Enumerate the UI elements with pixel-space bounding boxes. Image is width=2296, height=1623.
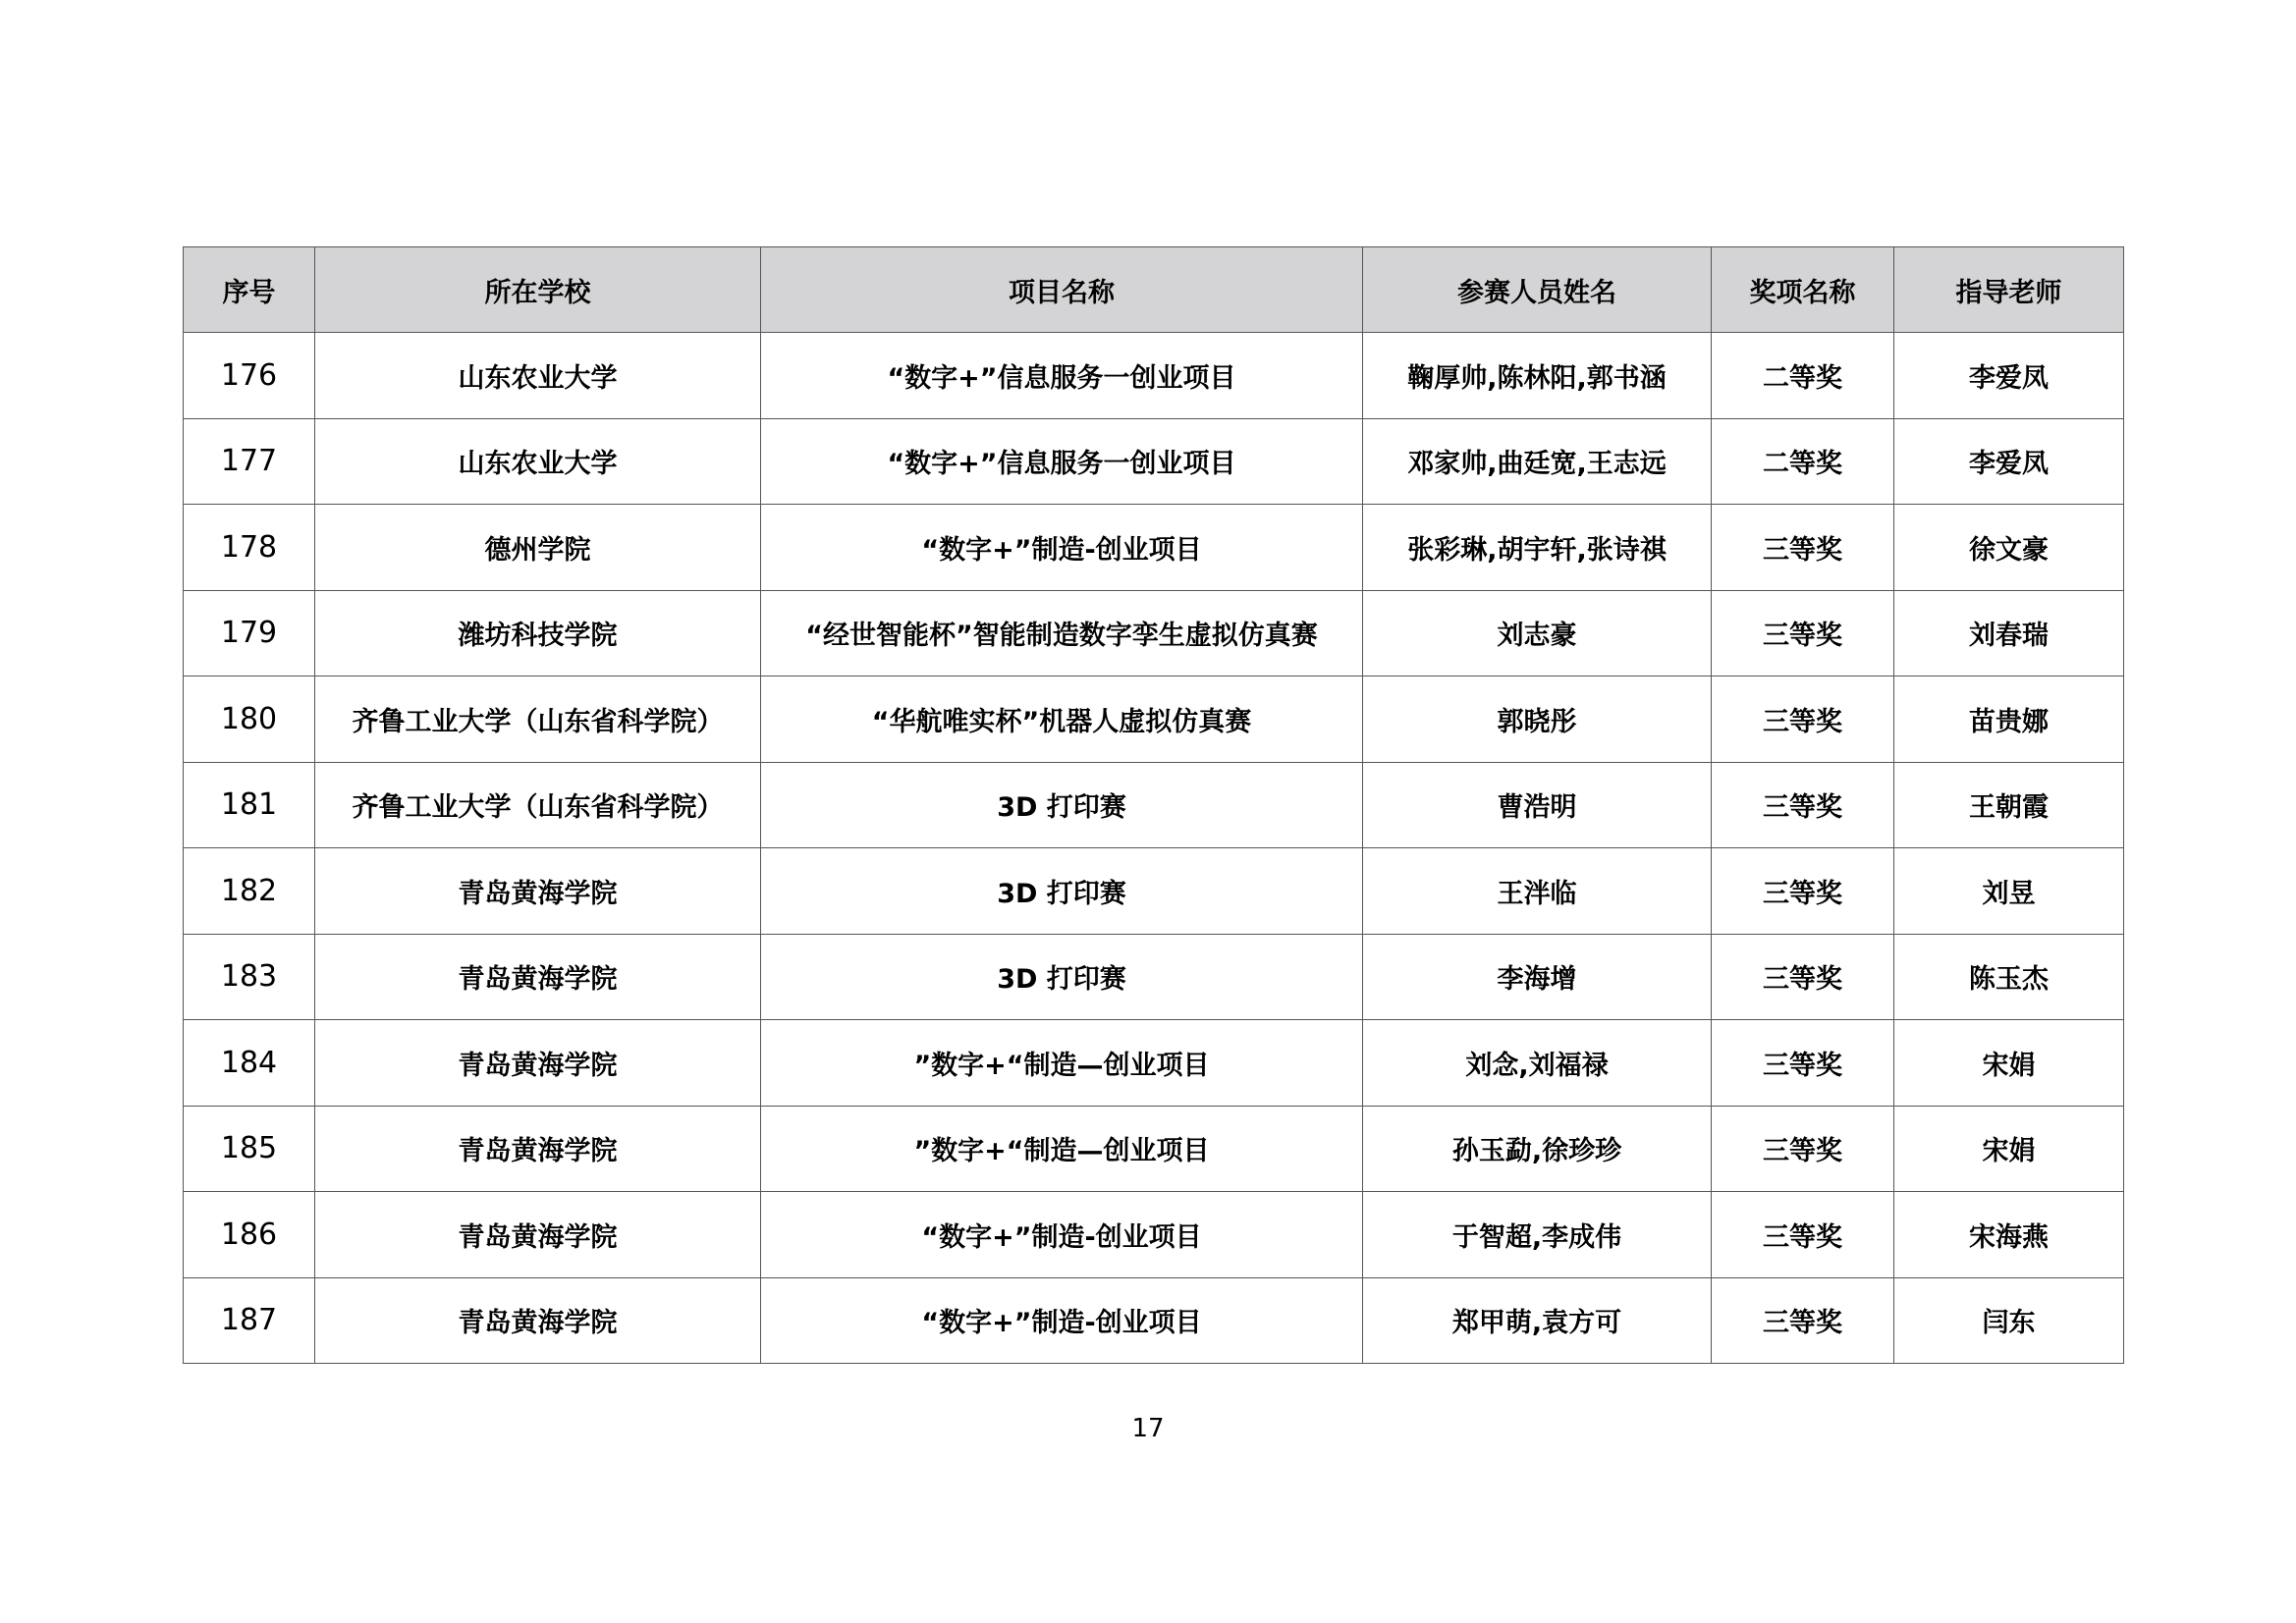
cell-school: 青岛黄海学院 — [315, 1192, 761, 1278]
cell-award: 三等奖 — [1712, 1192, 1894, 1278]
cell-index: 181 — [184, 762, 315, 848]
cell-index: 187 — [184, 1277, 315, 1364]
cell-index: 184 — [184, 1020, 315, 1107]
table-row — [184, 590, 2124, 676]
table-row — [184, 505, 2124, 591]
header-project: 项目名称 — [761, 247, 1363, 333]
cell-award: 三等奖 — [1712, 934, 1894, 1020]
cell-school: 齐鲁工业大学（山东省科学院） — [315, 762, 761, 848]
table-row — [184, 934, 2124, 1020]
cell-school: 青岛黄海学院 — [315, 1106, 761, 1192]
cell-school: 山东农业大学 — [315, 418, 761, 505]
cell-advisor: 宋娟 — [1894, 1020, 2124, 1107]
cell-school: 齐鲁工业大学（山东省科学院） — [315, 676, 761, 763]
cell-advisor: 陈玉杰 — [1894, 934, 2124, 1020]
table-row — [184, 848, 2124, 935]
header-school: 所在学校 — [315, 247, 761, 333]
cell-award: 三等奖 — [1712, 1020, 1894, 1107]
cell-project: “数字+”制造-创业项目 — [761, 1192, 1363, 1278]
cell-project: “数字+”信息服务一创业项目 — [761, 333, 1363, 419]
cell-school: 青岛黄海学院 — [315, 848, 761, 935]
header-index: 序号 — [184, 247, 315, 333]
table-row — [184, 676, 2124, 763]
cell-index: 186 — [184, 1192, 315, 1278]
table-row — [184, 418, 2124, 505]
header-advisor: 指导老师 — [1894, 247, 2124, 333]
cell-participants: 邓家帅,曲廷宽,王志远 — [1363, 418, 1712, 505]
header-row — [184, 247, 2124, 333]
cell-project: “华航唯实杯”机器人虚拟仿真赛 — [761, 676, 1363, 763]
cell-advisor: 刘春瑞 — [1894, 590, 2124, 676]
cell-participants: 于智超,李成伟 — [1363, 1192, 1712, 1278]
table-row — [184, 1020, 2124, 1107]
cell-participants: 李海增 — [1363, 934, 1712, 1020]
cell-project: “经世智能杯”智能制造数字孪生虚拟仿真赛 — [761, 590, 1363, 676]
table-row — [184, 1277, 2124, 1364]
cell-project: 3D 打印赛 — [761, 762, 1363, 848]
cell-project: “数字+”制造-创业项目 — [761, 505, 1363, 591]
cell-index: 182 — [184, 848, 315, 935]
cell-index: 180 — [184, 676, 315, 763]
page-number: 17 — [1131, 1414, 1165, 1443]
cell-participants: 鞠厚帅,陈林阳,郭书涵 — [1363, 333, 1712, 419]
table-row — [184, 333, 2124, 419]
cell-project: ”数字+“制造—创业项目 — [761, 1020, 1363, 1107]
table-row — [184, 1192, 2124, 1278]
cell-award: 三等奖 — [1712, 590, 1894, 676]
cell-project: “数字+”信息服务一创业项目 — [761, 418, 1363, 505]
cell-advisor: 李爱凤 — [1894, 418, 2124, 505]
cell-award: 三等奖 — [1712, 848, 1894, 935]
cell-advisor: 苗贵娜 — [1894, 676, 2124, 763]
cell-index: 177 — [184, 418, 315, 505]
cell-participants: 王泮临 — [1363, 848, 1712, 935]
awards-table — [183, 246, 2124, 1364]
cell-award: 三等奖 — [1712, 1277, 1894, 1364]
cell-advisor: 徐文豪 — [1894, 505, 2124, 591]
cell-advisor: 王朝霞 — [1894, 762, 2124, 848]
table-header — [184, 247, 2124, 333]
cell-project: 3D 打印赛 — [761, 934, 1363, 1020]
cell-school: 德州学院 — [315, 505, 761, 591]
cell-advisor: 宋娟 — [1894, 1106, 2124, 1192]
cell-award: 二等奖 — [1712, 333, 1894, 419]
cell-school: 青岛黄海学院 — [315, 1277, 761, 1364]
cell-index: 176 — [184, 333, 315, 419]
cell-index: 178 — [184, 505, 315, 591]
cell-award: 二等奖 — [1712, 418, 1894, 505]
cell-school: 山东农业大学 — [315, 333, 761, 419]
cell-participants: 刘念,刘福禄 — [1363, 1020, 1712, 1107]
cell-project: ”数字+“制造—创业项目 — [761, 1106, 1363, 1192]
cell-participants: 孙玉勐,徐珍珍 — [1363, 1106, 1712, 1192]
cell-school: 青岛黄海学院 — [315, 934, 761, 1020]
cell-index: 185 — [184, 1106, 315, 1192]
cell-advisor: 李爱凤 — [1894, 333, 2124, 419]
table-row — [184, 762, 2124, 848]
cell-school: 青岛黄海学院 — [315, 1020, 761, 1107]
header-participants: 参赛人员姓名 — [1363, 247, 1712, 333]
cell-advisor: 刘昱 — [1894, 848, 2124, 935]
cell-advisor: 闫东 — [1894, 1277, 2124, 1364]
cell-participants: 刘志豪 — [1363, 590, 1712, 676]
cell-advisor: 宋海燕 — [1894, 1192, 2124, 1278]
cell-award: 三等奖 — [1712, 676, 1894, 763]
cell-index: 183 — [184, 934, 315, 1020]
cell-participants: 郑甲萌,袁方可 — [1363, 1277, 1712, 1364]
cell-award: 三等奖 — [1712, 1106, 1894, 1192]
cell-participants: 郭晓彤 — [1363, 676, 1712, 763]
cell-school: 潍坊科技学院 — [315, 590, 761, 676]
cell-award: 三等奖 — [1712, 762, 1894, 848]
cell-award: 三等奖 — [1712, 505, 1894, 591]
cell-index: 179 — [184, 590, 315, 676]
cell-participants: 曹浩明 — [1363, 762, 1712, 848]
header-award: 奖项名称 — [1712, 247, 1894, 333]
cell-project: “数字+”制造-创业项目 — [761, 1277, 1363, 1364]
cell-project: 3D 打印赛 — [761, 848, 1363, 935]
table-body — [184, 333, 2124, 1364]
cell-participants: 张彩琳,胡宇轩,张诗祺 — [1363, 505, 1712, 591]
table-row — [184, 1106, 2124, 1192]
